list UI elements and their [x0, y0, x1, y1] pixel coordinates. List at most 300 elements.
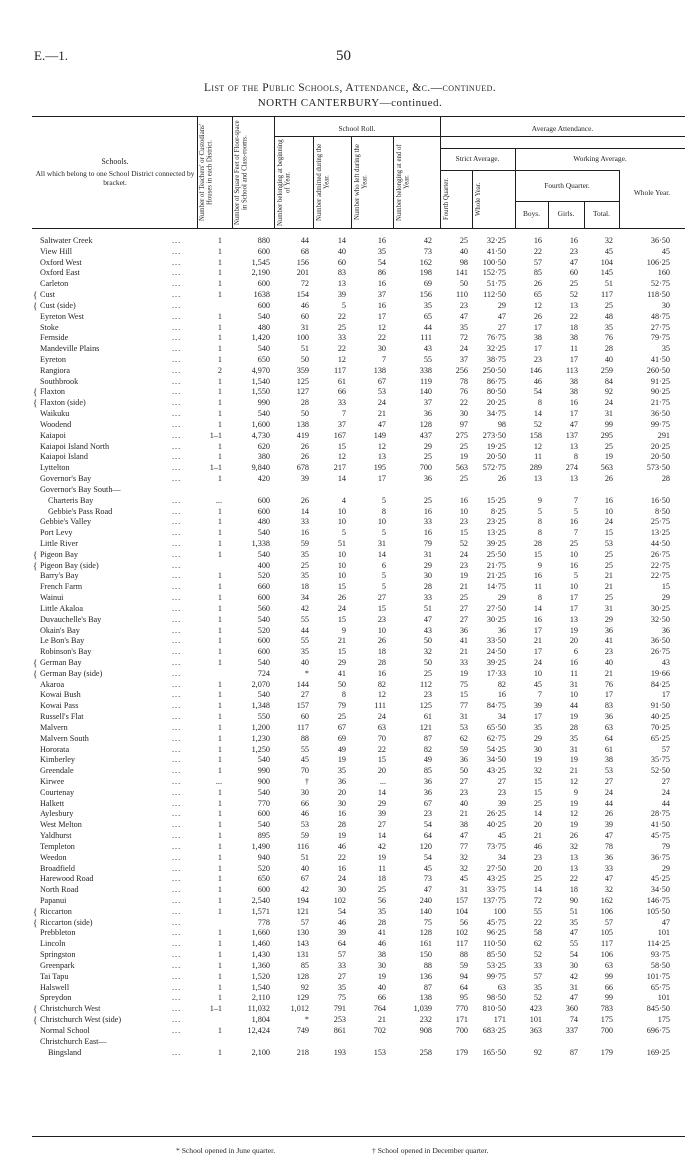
- cell-roll-left: 35: [377, 246, 386, 256]
- cell-working-year: 22·75: [650, 560, 670, 570]
- leader-dots: ...: [172, 474, 182, 484]
- cell-teachers: 1: [217, 885, 222, 895]
- cell-boys: 9: [537, 495, 542, 505]
- cell-strict-year: 100: [493, 906, 506, 916]
- cell-strict-year: 34: [497, 712, 506, 722]
- cell-roll-admitted: 36: [337, 777, 346, 786]
- cell-roll-left: 24: [377, 712, 386, 722]
- cell-roll-end: 61: [423, 712, 432, 722]
- cell-roll-begin: 33: [300, 517, 309, 527]
- cell-strict-year: 26·25: [486, 809, 506, 819]
- cell-strict-q4: 104: [455, 906, 468, 916]
- cell-roll-left: 10: [377, 517, 386, 527]
- cell-strict-q4: 72: [459, 333, 468, 343]
- cell-strict-q4: 45: [459, 874, 468, 884]
- district-bracket: {: [33, 387, 38, 398]
- cell-roll-admitted: 39: [337, 290, 346, 300]
- cell-boys: 33: [533, 960, 542, 970]
- cell-roll-begin: 144: [296, 679, 309, 689]
- cell-roll-left: 111: [374, 701, 386, 711]
- cell-working-year: 36·50: [650, 409, 670, 419]
- cell-strict-year: 572·75: [482, 463, 506, 473]
- cell-roll-left: 11: [378, 863, 386, 873]
- cell-boys: 21: [533, 636, 542, 646]
- cell-strict-year: 33·75: [486, 885, 506, 895]
- cell-roll-begin: 53: [300, 820, 309, 830]
- cell-teachers: 1: [217, 679, 222, 689]
- cell-girls: 137: [565, 430, 578, 440]
- leader-dots: ...: [172, 679, 182, 689]
- cell-working-year: 114·25: [647, 939, 670, 949]
- cell-strict-year: 33·50: [486, 636, 506, 646]
- leader-dots: ...: [172, 344, 182, 354]
- cell-roll-left: 16: [377, 668, 386, 678]
- cell-working-year: 79·75: [650, 333, 670, 343]
- cell-roll-begin: 55: [300, 614, 309, 624]
- cell-girls: 17: [569, 409, 578, 419]
- cell-strict-q4: 52: [459, 538, 468, 548]
- cell-boys: 363: [529, 1025, 542, 1035]
- cell-girls: 13: [569, 863, 578, 873]
- cell-total: 24: [604, 398, 613, 408]
- cell-roll-begin: 44: [300, 625, 309, 635]
- cell-boys: 5: [537, 506, 542, 516]
- leader-dots: ...: [172, 311, 182, 321]
- cell-roll-left: ...: [379, 777, 386, 786]
- cell-roll-begin: 131: [296, 950, 309, 960]
- school-name: Akaroa: [40, 679, 65, 689]
- cell-total: 104: [600, 257, 613, 267]
- cell-total: 175: [600, 1015, 613, 1025]
- cell-roll-end: 54: [423, 820, 432, 830]
- cell-roll-begin: 26: [300, 452, 309, 462]
- cell-floor: 4,970: [251, 365, 270, 375]
- school-name: Malvern South: [40, 733, 89, 743]
- cell-roll-left: 56: [377, 896, 386, 906]
- cell-girls: 6: [573, 647, 578, 657]
- cell-girls: 113: [566, 365, 578, 375]
- cell-total: 23: [604, 647, 613, 657]
- cell-floor: 550: [257, 712, 270, 722]
- cell-roll-admitted: 83: [337, 268, 346, 278]
- header-bottom-rule: [32, 228, 685, 229]
- cell-roll-end: 162: [419, 257, 432, 267]
- table-row: [0, 799, 700, 810]
- cell-total: 36: [604, 712, 613, 722]
- leader-dots: ...: [172, 657, 182, 667]
- cell-working-year: 41·50: [650, 820, 670, 830]
- table-row: [0, 961, 700, 972]
- cell-roll-end: 120: [419, 841, 432, 851]
- cell-roll-begin: 138: [296, 419, 309, 429]
- roll-group-header: School Roll.: [338, 124, 376, 133]
- cell-roll-end: 51: [423, 603, 432, 613]
- cell-roll-end: 119: [420, 376, 432, 386]
- cell-floor: 540: [257, 311, 270, 321]
- cell-strict-year: 34·50: [486, 755, 506, 765]
- cell-working-year: 105·50: [646, 906, 670, 916]
- cell-roll-begin: 57: [300, 917, 309, 927]
- cell-roll-end: 45: [423, 863, 432, 873]
- cell-roll-admitted: 7: [341, 409, 346, 419]
- district-bracket: {: [33, 1015, 38, 1026]
- school-name: Kaiapoi: [40, 430, 66, 440]
- leader-dots: ...: [172, 755, 182, 765]
- cell-strict-q4: 10: [459, 506, 468, 516]
- cell-roll-admitted: 217: [333, 463, 346, 473]
- cell-working-year: 291: [657, 430, 670, 440]
- table-row: [0, 333, 700, 344]
- cell-boys: 46: [533, 376, 542, 386]
- leader-dots: ...: [172, 603, 182, 613]
- cell-working-year: 35·75: [650, 755, 670, 765]
- cell-roll-begin: 40: [300, 657, 309, 667]
- cell-girls: 31: [569, 744, 578, 754]
- school-name: Springston: [40, 950, 76, 960]
- cell-boys: 30: [533, 744, 542, 754]
- cell-roll-begin: 42: [300, 603, 309, 613]
- cell-roll-begin: 35: [300, 549, 309, 559]
- cell-boys: 62: [533, 939, 542, 949]
- cell-roll-end: 16: [423, 506, 432, 516]
- cell-boys: 32: [533, 766, 542, 776]
- cell-strict-q4: 110: [456, 290, 468, 300]
- district-bracket: {: [33, 906, 38, 917]
- cell-working-year: 65·25: [650, 733, 670, 743]
- cell-working-year: 118·50: [647, 290, 670, 300]
- cell-roll-left: 25: [377, 885, 386, 895]
- cell-roll-begin: 60: [300, 311, 309, 321]
- cell-strict-year: 171: [493, 1015, 506, 1025]
- cell-working-year: 36·50: [650, 236, 670, 245]
- cell-floor: 770: [257, 798, 270, 808]
- cell-strict-q4: 563: [455, 463, 468, 473]
- cell-floor: 620: [257, 441, 270, 451]
- cell-boys: 52: [533, 419, 542, 429]
- page-header-left: E.—1.: [34, 48, 68, 63]
- leader-dots: ...: [172, 993, 182, 1003]
- cell-boys: 65: [533, 290, 542, 300]
- cell-girls: 13: [569, 441, 578, 451]
- cell-roll-admitted: 19: [337, 831, 346, 841]
- cell-strict-year: 250·50: [482, 365, 506, 375]
- leader-dots: ...: [172, 820, 182, 830]
- cell-floor: 1,540: [251, 982, 270, 992]
- cell-roll-end: 47: [423, 614, 432, 624]
- cell-girls: 90: [569, 896, 578, 906]
- cell-total: 106: [600, 906, 613, 916]
- cell-total: 61: [604, 744, 613, 754]
- school-name: Kirwee: [40, 777, 65, 786]
- cell-boys: 11: [534, 452, 542, 462]
- school-name: Oxford East: [40, 268, 80, 278]
- cell-roll-left: 35: [377, 906, 386, 916]
- school-name: Woodend: [40, 419, 72, 429]
- leader-dots: ...: [172, 874, 182, 884]
- cell-floor: 380: [257, 452, 270, 462]
- cell-strict-q4: 98: [459, 257, 468, 267]
- cell-total: 36: [604, 625, 613, 635]
- cell-floor: 1,571: [251, 906, 270, 916]
- cell-boys: 52: [533, 993, 542, 1003]
- cell-roll-begin: 117: [297, 722, 309, 732]
- cell-strict-year: 85·50: [486, 950, 506, 960]
- cell-strict-year: 29: [497, 300, 506, 310]
- cell-roll-left: 63: [377, 722, 386, 732]
- cell-roll-admitted: 67: [337, 722, 346, 732]
- cell-teachers: 1: [217, 950, 222, 960]
- cell-roll-left: 86: [377, 268, 386, 278]
- cell-working-year: 44: [661, 798, 670, 808]
- cell-floor: 650: [257, 874, 270, 884]
- cell-strict-q4: 53: [459, 722, 468, 732]
- cell-girls: 16: [569, 657, 578, 667]
- leader-dots: ...: [172, 441, 182, 451]
- cell-working-year: 146·75: [646, 896, 670, 906]
- cell-total: 83: [604, 701, 613, 711]
- cell-total: 783: [600, 1004, 613, 1014]
- cell-girls: 12: [569, 777, 578, 786]
- leader-dots: ...: [172, 841, 182, 851]
- cell-strict-year: 23·25: [486, 517, 506, 527]
- cell-strict-q4: 157: [455, 896, 468, 906]
- cell-roll-admitted: 69: [337, 733, 346, 743]
- cell-roll-admitted: 19: [337, 755, 346, 765]
- cell-total: 45: [604, 246, 613, 256]
- leader-dots: ...: [172, 571, 182, 581]
- cell-boys: 16: [533, 614, 542, 624]
- cell-teachers: 1: [217, 528, 222, 538]
- working-year-header: Whole Year.: [633, 188, 671, 197]
- cell-strict-q4: 23: [459, 787, 468, 797]
- cell-floor: 900: [257, 777, 270, 786]
- cell-boys: 85: [533, 268, 542, 278]
- school-name: Southbrook: [40, 376, 79, 386]
- cell-roll-end: 140: [419, 906, 432, 916]
- school-name: Weedon: [40, 852, 67, 862]
- school-name: Gebbie's Pass Road: [48, 506, 113, 516]
- cell-working-year: 41·50: [650, 355, 670, 365]
- cell-strict-year: 40·25: [486, 820, 506, 830]
- table-row: [0, 777, 700, 788]
- cell-boys: 12: [533, 441, 542, 451]
- leader-dots: ...: [172, 409, 182, 419]
- cell-total: 36: [604, 852, 613, 862]
- cell-roll-left: 22: [377, 333, 386, 343]
- cell-roll-end: 64: [423, 831, 432, 841]
- table-row: [0, 1015, 700, 1026]
- cell-strict-year: 21·25: [486, 571, 506, 581]
- cell-roll-left: 12: [377, 690, 386, 700]
- col-sep: [197, 116, 198, 228]
- cell-strict-year: 14·75: [486, 582, 506, 592]
- cell-strict-year: 152·75: [482, 268, 506, 278]
- cell-total: 40: [604, 657, 613, 667]
- cell-roll-admitted: 57: [337, 950, 346, 960]
- cell-roll-left: 27: [377, 593, 386, 603]
- cell-roll-begin: †: [304, 777, 309, 786]
- school-name: Cust (side): [40, 300, 76, 310]
- cell-working-year: 17: [661, 690, 670, 700]
- cell-roll-begin: 25: [300, 560, 309, 570]
- table-bottom-rule: [32, 1136, 685, 1137]
- cell-working-year: 26·75: [650, 647, 670, 657]
- cell-strict-q4: 47: [459, 311, 468, 321]
- cell-girls: 18: [569, 885, 578, 895]
- cell-floor: 2,110: [251, 993, 270, 1003]
- cell-strict-year: 39·25: [486, 657, 506, 667]
- cell-floor: 1,490: [251, 841, 270, 851]
- cell-strict-q4: 22: [459, 398, 468, 408]
- cell-strict-year: 27·50: [486, 603, 506, 613]
- cell-total: 44: [604, 798, 613, 808]
- district-bracket: {: [33, 549, 38, 560]
- cell-floor: 400: [257, 560, 270, 570]
- cell-teachers: 1: [217, 355, 222, 365]
- table-row: [0, 323, 700, 334]
- cell-teachers: 1: [217, 874, 222, 884]
- cell-roll-left: 41: [377, 928, 386, 938]
- cell-girls: 31: [569, 982, 578, 992]
- cell-roll-begin: 31: [300, 322, 309, 332]
- cell-strict-q4: 19: [459, 668, 468, 678]
- cell-floor: 2,070: [251, 679, 270, 689]
- cell-roll-end: 33: [423, 517, 432, 527]
- cell-roll-left: 46: [377, 939, 386, 949]
- cell-strict-q4: 19: [459, 452, 468, 462]
- cell-roll-begin: 143: [296, 939, 309, 949]
- cell-roll-end: 85: [423, 766, 432, 776]
- cell-floor: 600: [257, 495, 270, 505]
- cell-roll-begin: 27: [300, 690, 309, 700]
- leader-dots: ...: [172, 787, 182, 797]
- cell-working-year: 101: [657, 993, 670, 1003]
- cell-roll-end: 23: [423, 690, 432, 700]
- cell-strict-year: 16: [497, 690, 506, 700]
- roll-admitted-header: Number admitted during the Year.: [316, 143, 331, 222]
- cell-strict-year: 112·50: [483, 290, 506, 300]
- cell-teachers: 1: [217, 311, 222, 321]
- cell-working-year: 29: [661, 863, 670, 873]
- cell-teachers: 1: [217, 593, 222, 603]
- cell-roll-end: 1,039: [413, 1004, 432, 1014]
- table-row: [0, 864, 700, 875]
- cell-roll-begin: 359: [296, 365, 309, 375]
- cell-roll-left: 764: [373, 1004, 386, 1014]
- cell-strict-q4: 23: [459, 517, 468, 527]
- roll-group-rule: [274, 136, 440, 137]
- table-row: [0, 950, 700, 961]
- cell-girls: 60: [569, 268, 578, 278]
- cell-girls: 11: [570, 668, 578, 678]
- cell-working-year: 16·50: [650, 495, 670, 505]
- cell-roll-end: 23: [423, 809, 432, 819]
- cell-total: 105: [600, 928, 613, 938]
- cell-girls: 19: [569, 755, 578, 765]
- cell-roll-admitted: 22: [337, 344, 346, 354]
- cell-roll-left: 26: [377, 636, 386, 646]
- cell-total: 35: [604, 322, 613, 332]
- cell-boys: 8: [537, 398, 542, 408]
- cell-floor: 1,338: [251, 538, 270, 548]
- cell-roll-left: 29: [377, 798, 386, 808]
- cell-roll-end: 36: [423, 787, 432, 797]
- cell-strict-year: 24·50: [486, 647, 506, 657]
- cell-total: 106: [600, 950, 613, 960]
- cell-teachers: 1: [217, 625, 222, 635]
- cell-total: 64: [604, 733, 613, 743]
- cell-boys: 8: [537, 593, 542, 603]
- cell-boys: 17: [533, 625, 542, 635]
- leader-dots: ...: [172, 538, 182, 548]
- table-row: [0, 842, 700, 853]
- table-row: [0, 1037, 700, 1048]
- cell-teachers: 1: [217, 928, 222, 938]
- cell-roll-end: 138: [419, 993, 432, 1003]
- cell-teachers: 1: [217, 820, 222, 830]
- cell-roll-admitted: 16: [337, 809, 346, 819]
- cell-working-year: 169·25: [646, 1047, 670, 1057]
- cell-roll-begin: 218: [296, 1047, 309, 1057]
- cell-roll-admitted: 253: [333, 1015, 346, 1025]
- leader-dots: ...: [172, 1004, 182, 1014]
- cell-boys: 10: [533, 668, 542, 678]
- cell-working-year: 845·50: [646, 1004, 670, 1014]
- cell-roll-admitted: 13: [337, 279, 346, 289]
- cell-roll-left: 53: [377, 387, 386, 397]
- cell-strict-year: 36: [497, 625, 506, 635]
- cell-roll-admitted: 61: [337, 376, 346, 386]
- cell-teachers: ...: [215, 495, 222, 505]
- cell-strict-year: 165·50: [482, 1047, 506, 1057]
- cell-floor: 1,230: [251, 733, 270, 743]
- cell-roll-left: 37: [377, 290, 386, 300]
- cell-roll-admitted: 66: [337, 387, 346, 397]
- cell-strict-q4: 50: [459, 279, 468, 289]
- table-row: [0, 918, 700, 929]
- cell-girls: 8: [573, 452, 578, 462]
- cell-teachers: 1: [217, 419, 222, 429]
- leader-dots: ...: [172, 268, 182, 278]
- cell-roll-begin: 16: [300, 528, 309, 538]
- leader-dots: ...: [172, 928, 182, 938]
- cell-teachers: 1: [217, 398, 222, 408]
- cell-strict-q4: 37: [459, 355, 468, 365]
- cell-roll-end: 42: [423, 236, 432, 245]
- cell-strict-year: 21·75: [486, 560, 506, 570]
- cell-total: 76: [604, 679, 613, 689]
- table-row: [0, 734, 700, 745]
- cell-floor: 600: [257, 300, 270, 310]
- cell-roll-end: 112: [420, 679, 432, 689]
- cell-total: 63: [604, 722, 613, 732]
- table-row: [0, 301, 700, 312]
- cell-strict-year: 26: [497, 474, 506, 484]
- cell-roll-begin: *: [304, 668, 309, 678]
- cell-floor: 600: [257, 279, 270, 289]
- table-row: [0, 290, 700, 301]
- cell-roll-begin: 88: [300, 733, 309, 743]
- leader-dots: ...: [172, 896, 182, 906]
- table-row: [0, 874, 700, 885]
- cell-roll-left: 82: [377, 679, 386, 689]
- cell-floor: 1,660: [251, 928, 270, 938]
- school-name: Port Levy: [40, 528, 73, 538]
- cell-strict-q4: 94: [459, 971, 468, 981]
- table-row: [0, 809, 700, 820]
- cell-roll-admitted: 37: [337, 419, 346, 429]
- school-name: Okain's Bay: [40, 625, 80, 635]
